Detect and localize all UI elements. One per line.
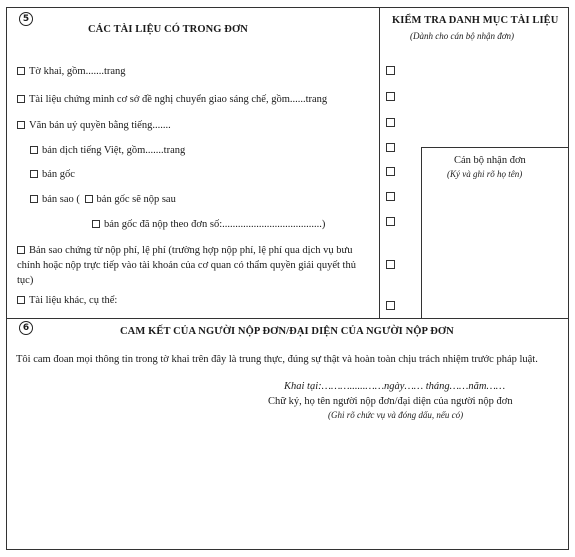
section5-title: CÁC TÀI LIỆU CÓ TRONG ĐƠN [88, 24, 248, 35]
checkbox-original-submitted[interactable] [92, 220, 100, 228]
officer-check-5[interactable] [386, 167, 395, 176]
checkbox-other[interactable] [17, 296, 25, 304]
item-proof-docs-label: Tài liệu chứng minh cơ sở đề nghị chuyển giao sáng chế, gồm......trang [29, 94, 328, 105]
item-original-later-label: bản gốc sẽ nộp sau [96, 194, 176, 205]
officer-check-3[interactable] [386, 118, 395, 127]
officer-check-7[interactable] [386, 217, 395, 226]
check-subtitle: (Dành cho cán bộ nhận đơn) [410, 31, 515, 41]
section6-number: 6 [19, 321, 33, 335]
item-translation-label: bản dịch tiếng Việt, gồm.......trang [42, 145, 186, 156]
checkbox-original-later[interactable] [85, 195, 93, 203]
commitment-statement: Tôi cam đoan mọi thông tin trong tờ khai trên đây là trung thực, đúng sự thật và hoàn toàn chịu trách nhiệm trước pháp luật. [16, 354, 538, 365]
checkbox-declaration[interactable] [17, 67, 25, 75]
item-original-submitted [92, 219, 325, 230]
signature-label: Chữ ký, họ tên người nộp đơn/đại diện của người nộp đơn [268, 396, 513, 407]
place-date-line: Khai tại:………......……ngày…… tháng……năm…… [284, 381, 506, 392]
officer-check-6[interactable] [386, 192, 395, 201]
item-original [30, 169, 75, 180]
officer-title: Cán bộ nhận đơn [454, 155, 526, 166]
checkbox-authorization[interactable] [17, 121, 25, 129]
section6-title: CAM KẾT CỦA NGƯỜI NỘP ĐƠN/ĐẠI DIỆN CỦA NGƯỜI NỘP ĐƠN [120, 326, 454, 337]
officer-note: (Ký và ghi rõ họ tên) [447, 169, 523, 179]
item-authorization [17, 120, 171, 131]
column-divider [379, 7, 380, 318]
item-declaration [17, 66, 126, 77]
item-original-submitted-label: bản gốc đã nộp theo đơn số:......................................) [104, 219, 326, 230]
checkbox-copy[interactable] [30, 195, 38, 203]
section-divider [6, 318, 569, 319]
officer-check-4[interactable] [386, 143, 395, 152]
check-title: KIỂM TRA DANH MỤC TÀI LIỆU [392, 15, 559, 26]
item-other [17, 295, 117, 306]
checkbox-translation[interactable] [30, 146, 38, 154]
officer-check-9[interactable] [386, 301, 395, 310]
checkbox-proof-docs[interactable] [17, 95, 25, 103]
item-declaration-label: Tờ khai, gồm.......trang [29, 66, 126, 77]
item-other-label: Tài liệu khác, cụ thể: [29, 295, 118, 306]
item-fee-receipt [17, 243, 373, 288]
item-translation [30, 145, 185, 156]
item-proof-docs [17, 94, 327, 105]
checkbox-fee-receipt[interactable] [17, 246, 25, 254]
officer-check-2[interactable] [386, 92, 395, 101]
item-fee-receipt-label: Bản sao chứng từ nộp phí, lệ phí (trường hợp nộp phí, lệ phí qua dịch vụ bưu chính hoặc nộp trực tiếp vào tài khoản của cơ quan có thẩm quyền giải quyết thủ tục) [17, 245, 356, 286]
item-copy [30, 194, 176, 205]
officer-check-1[interactable] [386, 66, 395, 75]
section5-number: 5 [19, 12, 33, 26]
signature-note: (Ghi rõ chức vụ và đóng dấu, nếu có) [328, 410, 464, 420]
item-original-label: bản gốc [42, 169, 75, 180]
item-authorization-label: Văn bản uỷ quyền bằng tiếng....... [29, 120, 171, 131]
checkbox-original[interactable] [30, 170, 38, 178]
item-copy-label: bản sao ( [42, 194, 80, 205]
officer-check-8[interactable] [386, 260, 395, 269]
